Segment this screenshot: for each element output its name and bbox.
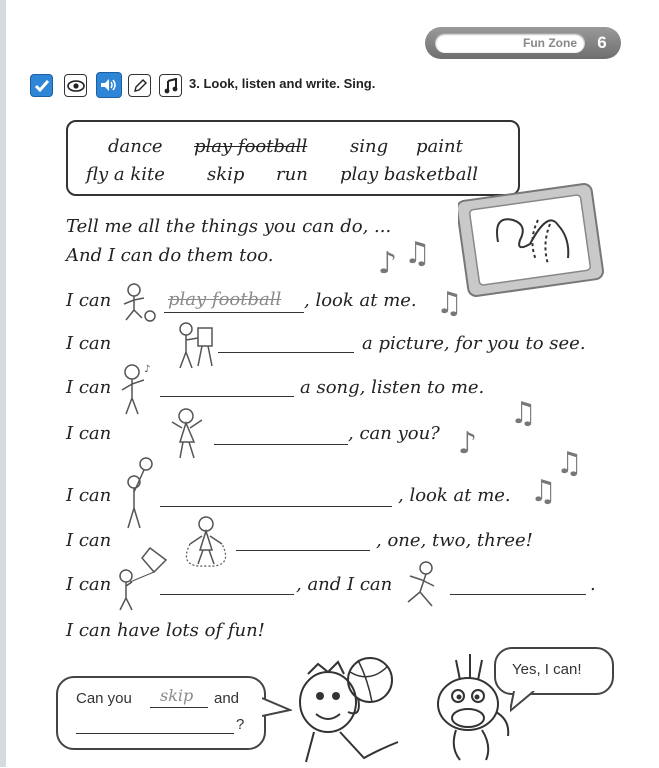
question-and: and [214,690,240,707]
question-mark: ? [236,716,245,733]
i-can-label: I can [66,485,112,506]
pencil-icon[interactable] [128,74,151,97]
line-1-end: , look at me. [304,290,417,311]
line-6-end: , one, two, three! [376,530,533,551]
answer-blank-1[interactable] [164,312,304,313]
example-answer: play football [168,289,282,310]
music-note-icon: ♫ [510,396,537,431]
line-7-end: . [590,574,596,595]
music-note-icon: ♫ [530,474,557,509]
word-sing: sing [350,136,389,157]
i-can-label: I can [66,574,112,595]
running-boy-picture [400,558,446,616]
framed-picture [458,180,608,304]
song-outro: I can have lots of fun! [66,620,265,641]
boy-with-ball-picture [288,654,418,768]
answer-blank-5[interactable] [160,506,392,507]
i-can-label: I can [66,290,112,311]
line-3-end: a song, listen to me. [300,377,485,398]
svg-text:♪: ♪ [144,364,151,375]
word-run: run [276,164,308,185]
exercise-instruction: 3. Look, listen and write. Sing. [189,76,376,91]
answer-blank-6[interactable] [236,550,370,551]
question-blank-2[interactable] [76,733,234,734]
music-note-icon: ♪ [458,426,478,461]
song-intro-2: And I can do them too. [66,245,274,266]
answer-blank-8[interactable] [450,594,586,595]
i-can-label: I can [66,423,112,444]
answer-blank-4[interactable] [214,444,348,445]
page-edge [0,0,6,767]
skipping-girl-picture [174,514,238,572]
singing-boy-picture [118,362,154,422]
i-can-label: I can [66,377,112,398]
line-7-mid: , and I can [296,574,393,595]
word-fly-a-kite: fly a kite [86,164,165,185]
word-play-football: play football [194,136,308,157]
check-icon[interactable] [30,74,53,97]
i-can-label: I can [66,333,112,354]
music-note-icon: ♫ [404,236,431,271]
question-answer: skip [160,686,194,705]
question-start: Can you [76,690,132,707]
bubble-tail [510,691,538,713]
page-number: 6 [597,33,607,52]
music-note-icon: ♫ [556,446,583,481]
word-paint: paint [416,136,463,157]
word-dance: dance [108,136,163,157]
eye-icon[interactable] [64,74,87,97]
speaker-icon[interactable] [96,72,122,98]
music-note-icon[interactable] [159,74,182,97]
line-4-end: , can you? [348,423,440,444]
music-note-icon: ♪ [378,246,398,281]
word-skip: skip [207,164,245,185]
painting-boy-picture [172,320,216,376]
kite-boy-picture [110,546,170,616]
answer-blank-3[interactable] [160,396,294,397]
line-2-end: a picture, for you to see. [362,333,586,354]
football-boy-picture [116,282,160,328]
section-title: Fun Zone [435,33,585,53]
music-note-icon: ♫ [436,286,463,321]
word-play-basketball: play basketball [340,164,478,185]
answer-blank-2[interactable] [218,352,354,353]
question-blank-1[interactable] [150,707,208,708]
i-can-label: I can [66,530,112,551]
header-pill [425,27,621,59]
song-intro-1: Tell me all the things you can do, ... [66,216,392,237]
basketball-boy-picture [118,456,158,536]
answer-blank-7[interactable] [160,594,294,595]
dancing-girl-picture [168,406,208,466]
reply-text: Yes, I can! [512,661,582,678]
line-5-end: , look at me. [398,485,511,506]
